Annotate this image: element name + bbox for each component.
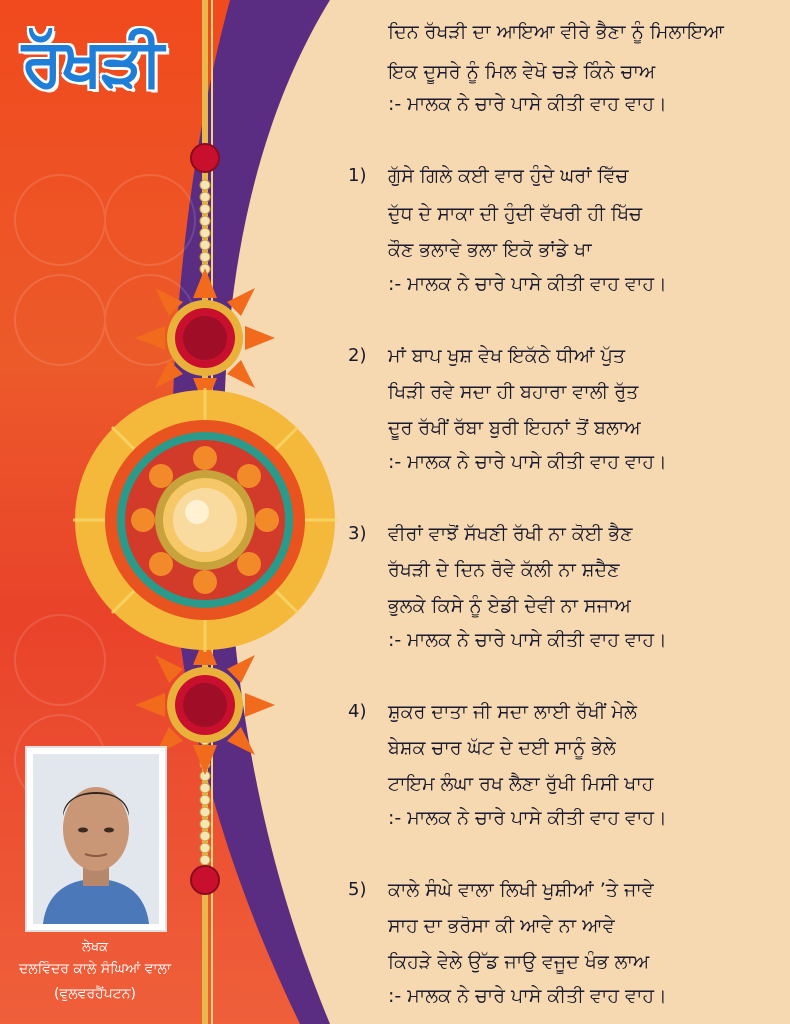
author-place: (ਵੁਲਵਰਹੈਂਪਟਨ)	[54, 986, 136, 1002]
stanza-line: ਮਾਂ ਬਾਪ ਖੁਸ਼ ਵੇਖ ਇਕੱਠੇ ਧੀਆਂ ਪੁੱਤ	[388, 345, 626, 367]
author-label: ਲੇਖਕ	[82, 940, 108, 955]
stanza-refrain: :- ਮਾਲਕ ਨੇ ਚਾਰੇ ਪਾਸੇ ਕੀਤੀ ਵਾਹ ਵਾਹ।	[388, 985, 667, 1007]
person-portrait-icon	[33, 754, 159, 924]
rakhi-flower-icon	[135, 268, 275, 408]
author-photo	[33, 754, 159, 924]
author-name: ਦਲਵਿੰਦਰ ਕਾਲੇ ਸੰਘਿਆਂ ਵਾਲਾ	[18, 961, 172, 977]
author-photo-frame	[27, 748, 165, 930]
poem-container	[340, 0, 785, 1024]
stanza-line: ਭੁਲਕੇ ਕਿਸੇ ਨੂੰ ਏਡੀ ਦੇਵੀ ਨਾ ਸਜਾਅ	[388, 595, 631, 617]
stanza-line: ਦੁੱਧ ਦੇ ਸਾਕਾ ਦੀ ਹੁੰਦੀ ਵੱਖਰੀ ਹੀ ਖਿੱਚ	[388, 203, 642, 225]
intro-line: :- ਮਾਲਕ ਨੇ ਚਾਰੇ ਪਾਸੇ ਕੀਤੀ ਵਾਹ ਵਾਹ।	[388, 93, 667, 115]
stanza-refrain: :- ਮਾਲਕ ਨੇ ਚਾਰੇ ਪਾਸੇ ਕੀਤੀ ਵਾਹ ਵਾਹ।	[388, 273, 667, 295]
intro-line: ਇਕ ਦੂਸਰੇ ਨੂੰ ਮਿਲ ਵੇਖੋ ਚੜੇ ਕਿੰਨੇ ਚਾਅ	[388, 61, 656, 83]
stanza-line: ਗੁੱਸੇ ਗਿਲੇ ਕਈ ਵਾਰ ਹੁੰਦੇ ਘਰਾਂ ਵਿੱਚ	[388, 165, 629, 187]
rakhi-flower-icon	[73, 388, 337, 652]
stanza-line: ਵੀਰਾਂ ਵਾਝੋਂ ਸੱਖਣੀ ਰੱਖੀ ਨਾ ਕੋਈ ਭੈਣ	[388, 523, 633, 545]
stanza-line: ਸ਼ੁਕਰ ਦਾਤਾ ਜੀ ਸਦਾ ਲਾਈ ਰੱਖੀਂ ਮੇਲੇ	[388, 701, 637, 723]
stanza-line: ਕਿਹੜੇ ਵੇਲੇ ਉੱਡ ਜਾਉ ਵਜੂਦ ਖੰਭ ਲਾਅ	[388, 951, 650, 973]
red-bead-icon	[191, 866, 219, 894]
stanza-number: 2)	[348, 345, 367, 366]
stanza-number: 5)	[348, 879, 367, 900]
stanza-refrain: :- ਮਾਲਕ ਨੇ ਚਾਰੇ ਪਾਸੇ ਕੀਤੀ ਵਾਹ ਵਾਹ।	[388, 629, 667, 651]
stanza-refrain: :- ਮਾਲਕ ਨੇ ਚਾਰੇ ਪਾਸੇ ਕੀਤੀ ਵਾਹ ਵਾਹ।	[388, 807, 667, 829]
intro-line: ਦਿਨ ਰੱਖੜੀ ਦਾ ਆਇਆ ਵੀਰੇ ਭੈਣਾ ਨੂੰ ਮਿਲਾਇਆ	[388, 21, 724, 43]
stanza-number: 4)	[348, 701, 367, 722]
stanza-line: ਦੂਰ ਰੱਖੀਂ ਰੱਬਾ ਬੁਰੀ ਇਹਨਾਂ ਤੋਂ ਬਲਾਅ	[388, 417, 641, 439]
stanza-number: 3)	[348, 523, 367, 544]
red-bead-icon	[191, 144, 219, 172]
stanza-line: ਰੱਖੜੀ ਦੇ ਦਿਨ ਰੋਵੇ ਕੱਲੀ ਨਾ ਸ਼ਦੈਣ	[388, 559, 620, 581]
stanza-line: ਕਾਲੇ ਸੰਘੇ ਵਾਲਾ ਲਿਖੀ ਖੁਸ਼ੀਆਂ ’ਤੇ ਜਾਵੇ	[388, 879, 654, 901]
stanza-line: ਖਿੜੀ ਰਵੇ ਸਦਾ ਹੀ ਬਹਾਰਾ ਵਾਲੀ ਰੁੱਤ	[388, 381, 639, 403]
stanza-refrain: :- ਮਾਲਕ ਨੇ ਚਾਰੇ ਪਾਸੇ ਕੀਤੀ ਵਾਹ ਵਾਹ।	[388, 451, 667, 473]
stanza-line: ਟਾਇਮ ਲੰਘਾ ਰਖ ਲੈਣਾ ਰੁੱਖੀ ਮਿਸੀ ਖਾਹ	[388, 773, 654, 795]
stanza-line: ਬੇਸ਼ਕ ਚਾਰ ਘੱਟ ਦੇ ਦਈ ਸਾਨੂੰ ਭੇਲੇ	[388, 737, 616, 759]
stanza-number: 1)	[348, 165, 367, 186]
stanza-line: ਕੌਣ ਭਲਾਵੇ ਭਲਾ ਇਕੋ ਭਾਂਡੇ ਖਾ	[388, 239, 592, 261]
page-title: ਰੱਖੜੀ	[22, 24, 162, 101]
stanza-line: ਸਾਹ ਦਾ ਭਰੋਸਾ ਕੀ ਆਵੇ ਨਾ ਆਵੇ	[388, 915, 615, 937]
